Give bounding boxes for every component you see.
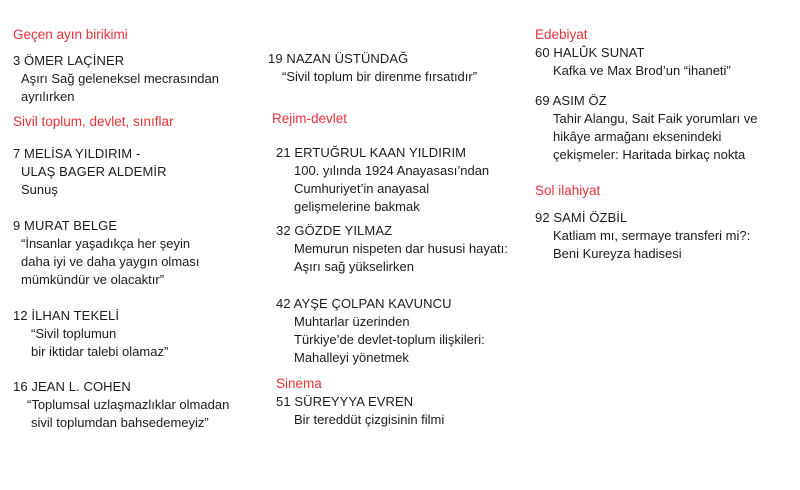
toc-title[interactable]: Cumhuriyet’in anayasal [294, 181, 430, 196]
toc-title[interactable]: “Sivil toplumun [31, 326, 117, 341]
toc-author[interactable]: 42 AYŞE ÇOLPAN KAVUNCU [276, 296, 452, 311]
toc-title[interactable]: bir iktidar talebi olamaz” [31, 344, 169, 359]
toc-title[interactable]: 100. yılında 1924 Anayasası’ndan [294, 163, 490, 178]
toc-title[interactable]: Muhtarlar üzerinden [294, 314, 410, 329]
toc-title[interactable]: Bir tereddüt çizgisinin filmi [294, 412, 445, 427]
toc-title[interactable]: Memurun nispeten dar hususi hayatı: [294, 241, 508, 256]
toc-title[interactable]: Aşırı sağ yükselirken [294, 259, 414, 274]
toc-author[interactable]: 69 ASIM ÖZ [535, 93, 607, 108]
toc-title[interactable]: sivil toplumdan bahsedemeyiz” [31, 415, 209, 430]
toc-author[interactable]: 51 SÜREYYYA EVREN [276, 394, 414, 409]
section-heading: Sinema [276, 376, 322, 391]
toc-author[interactable]: 19 NAZAN ÜSTÜNDAĞ [268, 51, 409, 66]
toc-title[interactable]: mümkündür ve olacaktır” [21, 272, 165, 287]
toc-title[interactable]: “Sivil toplum bir direnme fırsatıdır” [282, 69, 478, 84]
toc-title[interactable]: ayrılırken [21, 89, 75, 104]
toc-author[interactable]: 9 MURAT BELGE [13, 218, 118, 233]
section-heading: Sol ilahiyat [535, 183, 601, 198]
toc-title[interactable]: daha iyi ve daha yaygın olması [21, 254, 200, 269]
toc-author[interactable]: 32 GÖZDE YILMAZ [276, 223, 393, 238]
toc-title[interactable]: hikâye armağanı eksenindeki [553, 129, 722, 144]
toc-author[interactable]: 7 MELİSA YILDIRIM - [13, 146, 141, 161]
toc-title[interactable]: Aşırı Sağ geleneksel mecrasından [21, 71, 219, 86]
toc-title[interactable]: Tahir Alangu, Sait Faik yorumları ve [553, 111, 758, 126]
toc-author[interactable]: ULAŞ BAGER ALDEMİR [21, 164, 167, 179]
toc-author[interactable]: 12 İLHAN TEKELİ [13, 308, 120, 323]
toc-author[interactable]: 16 JEAN L. COHEN [13, 379, 131, 394]
section-heading: Sivil toplum, devlet, sınıflar [13, 114, 174, 129]
toc-author[interactable]: 21 ERTUĞRUL KAAN YILDIRIM [276, 145, 467, 160]
toc-title[interactable]: Sunuş [21, 182, 58, 197]
toc-author[interactable]: 60 HALÛK SUNAT [535, 45, 645, 60]
toc-title[interactable]: “İnsanlar yaşadıkça her şeyin [21, 236, 191, 251]
toc-title[interactable]: “Toplumsal uzlaşmazlıklar olmadan [27, 397, 230, 412]
toc-title[interactable]: Kafka ve Max Brod’un “ihaneti” [553, 63, 731, 78]
section-heading: Rejim-devlet [272, 111, 348, 126]
toc-title[interactable]: çekişmeler: Haritada birkaç nokta [553, 147, 746, 162]
toc-title[interactable]: Beni Kureyza hadisesi [553, 246, 682, 261]
toc-title[interactable]: Katliam mı, sermaye transferi mi?: [553, 228, 751, 243]
toc-title[interactable]: gelişmelerine bakmak [294, 199, 420, 214]
section-heading: Edebiyat [535, 27, 588, 42]
toc-title[interactable]: Mahalleyi yönetmek [294, 350, 409, 365]
toc-author[interactable]: 3 ÖMER LAÇİNER [13, 53, 125, 68]
toc-title[interactable]: Türkiye’de devlet-toplum ilişkileri: [294, 332, 485, 347]
toc-author[interactable]: 92 SAMİ ÖZBİL [535, 210, 628, 225]
section-heading: Geçen ayın birikimi [13, 27, 128, 42]
